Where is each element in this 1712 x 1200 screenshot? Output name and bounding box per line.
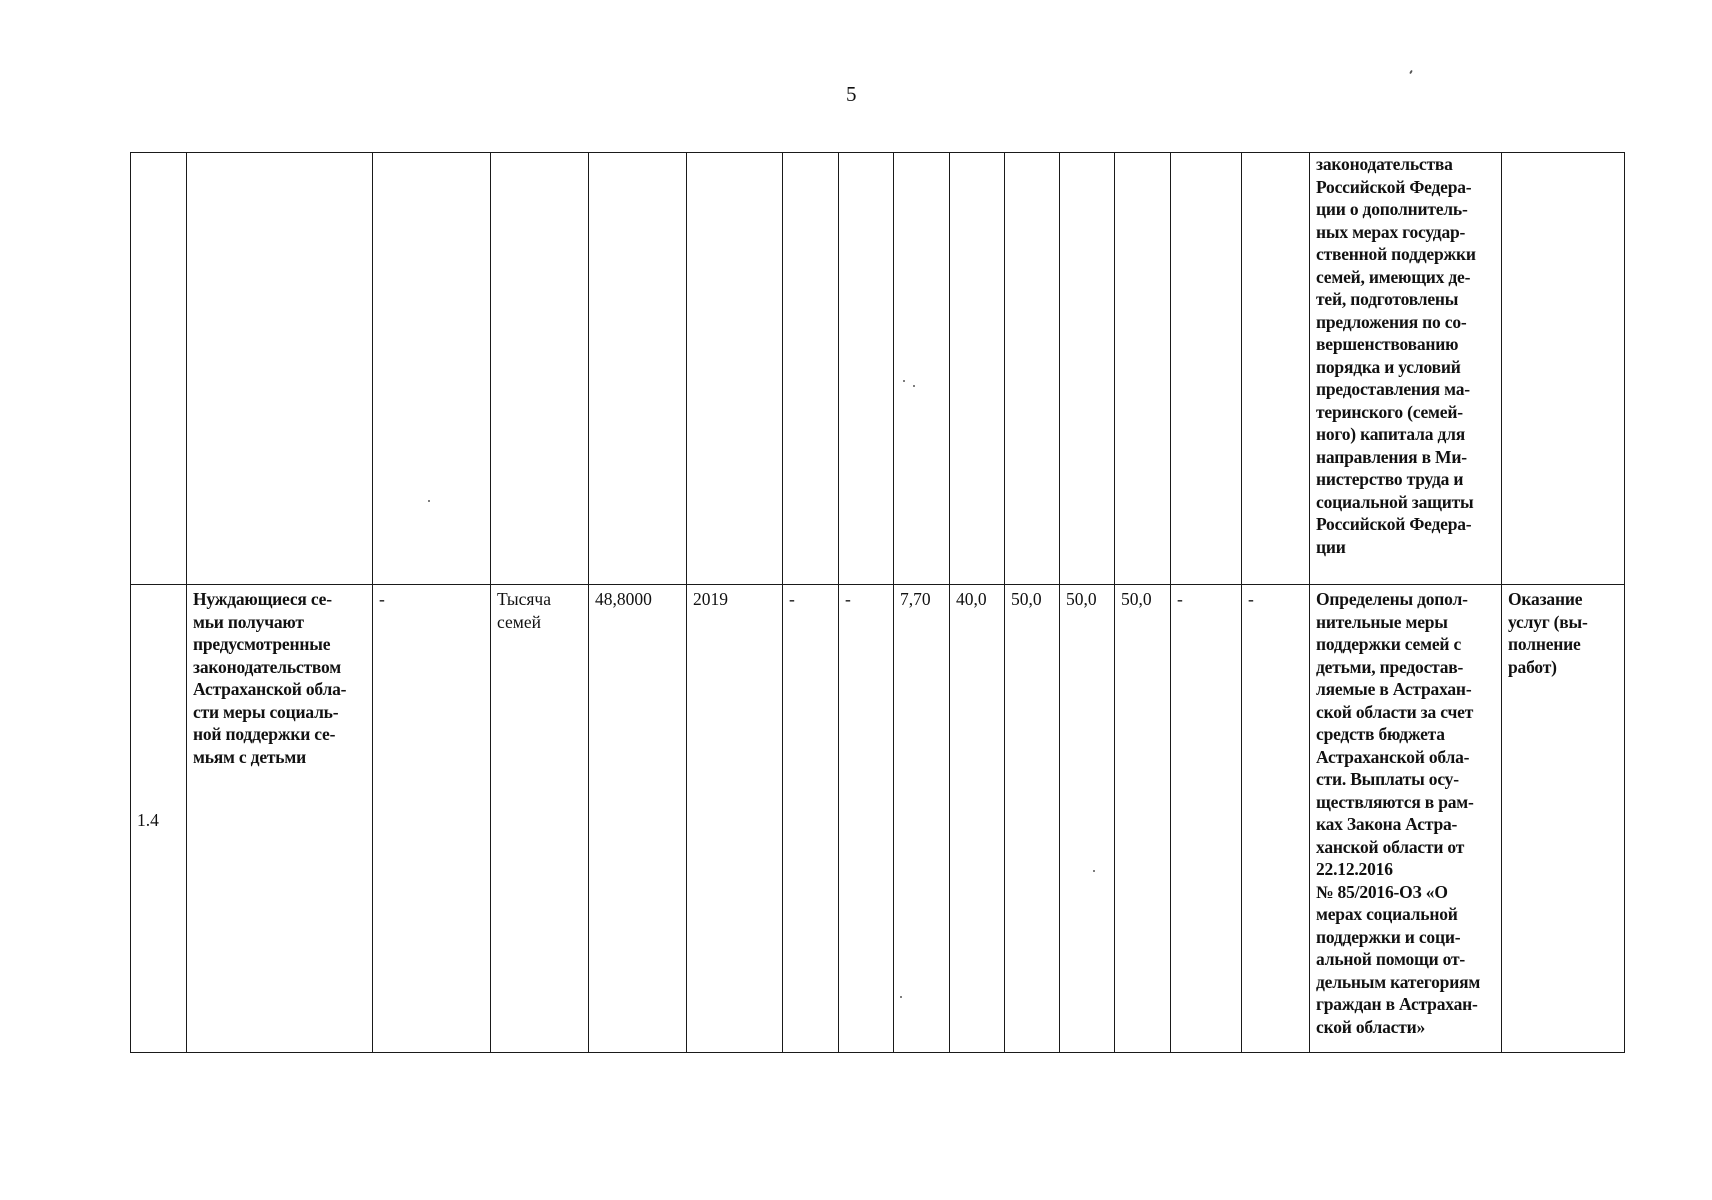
result-line: 22.12.2016 — [1316, 859, 1393, 879]
result-line: направления в Ми- — [1316, 446, 1467, 467]
table-row-1-4 — [131, 585, 1625, 1053]
cell-v4: 40,0 — [950, 585, 1005, 1053]
cell-base-value: 48,8000 — [589, 585, 687, 1053]
result-line: ществляются в рам- — [1316, 791, 1474, 812]
cell-v3: 7,70 — [894, 585, 950, 1053]
cell-number: 1.4 — [131, 585, 187, 1053]
result-line: нительные меры — [1316, 611, 1448, 632]
cell-v5: 50,0 — [1005, 585, 1060, 1053]
result-line: теринского (семей- — [1316, 401, 1463, 422]
cell-base-value — [589, 153, 687, 585]
indicator-line: мьи получают — [193, 611, 304, 632]
result-line: семей, имеющих де- — [1316, 266, 1471, 287]
result-line: ской области за счет — [1316, 701, 1474, 722]
type-line: полнение — [1508, 634, 1581, 654]
cell-unit — [491, 585, 589, 1053]
cell-v9: - — [1242, 585, 1310, 1053]
result-line: поддержки и соци- — [1316, 926, 1461, 947]
result-line: ции — [1316, 536, 1346, 557]
result-line: ции о дополнитель- — [1316, 199, 1468, 219]
type-line: работ) — [1508, 656, 1557, 677]
cell-unit — [491, 153, 589, 585]
cell-v1 — [783, 153, 839, 585]
result-line: законодательства — [1316, 154, 1453, 174]
result-line: Российской Федера- — [1316, 514, 1472, 534]
indicator-line: Нуждающиеся се- — [193, 589, 332, 609]
result-line: № 85/2016-ОЗ «О — [1316, 881, 1448, 902]
result-line: вершенствованию — [1316, 334, 1459, 354]
cell-v4 — [950, 153, 1005, 585]
result-line: детьми, предостав- — [1316, 656, 1464, 677]
type-line: Оказание — [1508, 589, 1583, 609]
result-line: ляемые в Астрахан- — [1316, 679, 1472, 699]
result-line: порядка и условий — [1316, 356, 1461, 377]
result-line: социальной защиты — [1316, 491, 1474, 512]
cell-type — [1502, 585, 1625, 1053]
cell-v2 — [839, 153, 894, 585]
cell-result — [1310, 585, 1502, 1053]
cell-v9 — [1242, 153, 1310, 585]
page-number: 5 — [846, 82, 857, 106]
cell-v5 — [1005, 153, 1060, 585]
indicator-line: законодательством — [193, 656, 341, 677]
unit-line: Тысяча — [497, 589, 551, 609]
cell-type — [1502, 153, 1625, 585]
result-line: ской области» — [1316, 1016, 1426, 1037]
indicator-line: мьям с детьми — [193, 746, 306, 767]
indicators-table — [130, 152, 1625, 1053]
result-line: ных мерах государ- — [1316, 221, 1466, 242]
cell-v6: 50,0 — [1060, 585, 1115, 1053]
indicator-line: ной поддержки се- — [193, 724, 336, 744]
cell-result — [1310, 153, 1502, 585]
result-line: тей, подготовлены — [1316, 289, 1459, 309]
result-line: ханской области от — [1316, 836, 1465, 857]
indicator-line: Астраханской обла- — [193, 679, 347, 699]
result-line: ках Закона Астра- — [1316, 814, 1458, 834]
result-line: ного) капитала для — [1316, 424, 1465, 444]
table-row-continuation — [131, 153, 1625, 585]
cell-indicator — [187, 585, 373, 1053]
indicator-line: предусмотренные — [193, 634, 331, 654]
cell-col3 — [373, 153, 491, 585]
cell-v8: - — [1171, 585, 1242, 1053]
result-line: Астраханской обла- — [1316, 746, 1470, 767]
type-line: услуг (вы- — [1508, 611, 1588, 632]
unit-line: семей — [497, 611, 541, 632]
cell-base-year: 2019 — [687, 585, 783, 1053]
result-line: ственной поддержки — [1316, 244, 1476, 264]
result-line: средств бюджета — [1316, 724, 1445, 744]
cell-number — [131, 153, 187, 585]
cell-v1: - — [783, 585, 839, 1053]
cell-v3 — [894, 153, 950, 585]
result-line: мерах социальной — [1316, 904, 1458, 924]
result-line: предоставления ма- — [1316, 379, 1470, 399]
cell-v7 — [1115, 153, 1171, 585]
result-line: поддержки семей с — [1316, 634, 1462, 654]
cell-base-year — [687, 153, 783, 585]
result-line: альной помощи от- — [1316, 949, 1465, 969]
result-line: нистерство труда и — [1316, 469, 1464, 489]
cell-v7: 50,0 — [1115, 585, 1171, 1053]
cell-col3: - — [373, 585, 491, 1053]
result-line: сти. Выплаты осу- — [1316, 769, 1459, 789]
result-line: предложения по со- — [1316, 311, 1467, 332]
cell-v6 — [1060, 153, 1115, 585]
cell-v8 — [1171, 153, 1242, 585]
result-line: дельным категориям — [1316, 971, 1481, 992]
result-line: Российской Федера- — [1316, 176, 1472, 197]
indicator-line: сти меры социаль- — [193, 701, 339, 722]
cell-v2: - — [839, 585, 894, 1053]
cell-indicator — [187, 153, 373, 585]
result-line: граждан в Астрахан- — [1316, 994, 1478, 1014]
result-line: Определены допол- — [1316, 589, 1468, 609]
scan-speck — [1409, 70, 1413, 74]
